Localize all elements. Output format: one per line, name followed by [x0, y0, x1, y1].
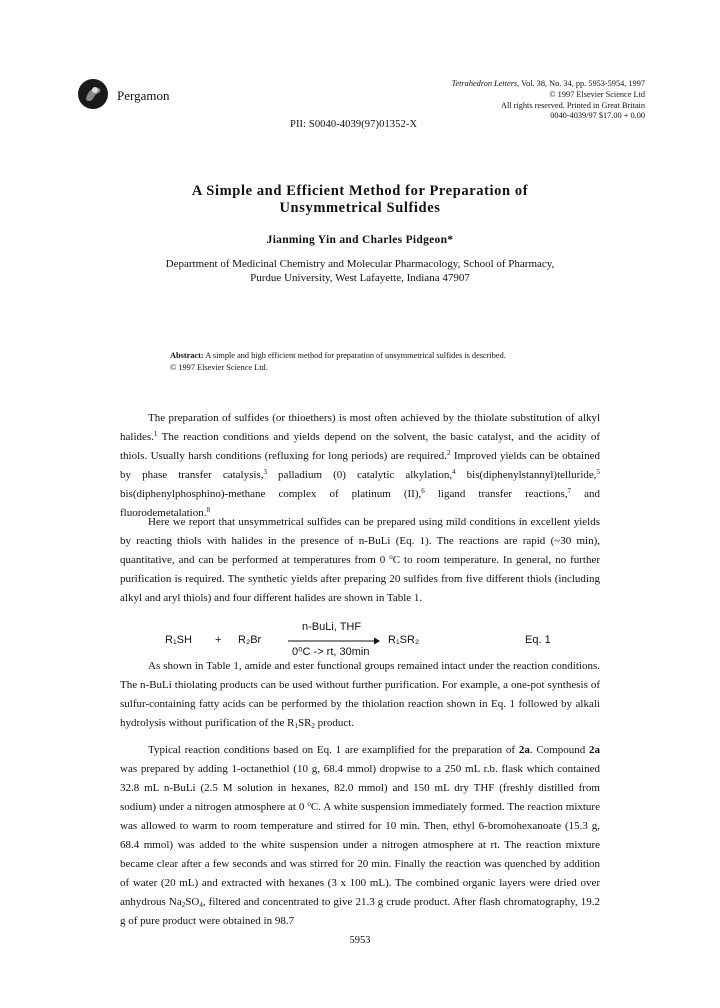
paragraph-table: As shown in Table 1, amide and ester functional groups remained intact under the reaction conditions. The n-BuLi thiolating products can be used without further purification. For example, a one-pot synthesis of sulfur-containing fatty acids can be performed by the thiolation reaction shown in Eq. 1 followed by alkali hydrolysis without purification of the $R_1SR_2$ product.	[120, 660, 600, 730]
equation-plus: +	[215, 634, 222, 646]
title-line-1: A Simple and Efficient Method for Preparation of	[191, 183, 529, 199]
journal-info	[452, 79, 645, 122]
page-number: 5953	[349, 935, 371, 946]
abstract	[170, 350, 600, 373]
pii: PII: S0040-4039(97)01352-X	[290, 119, 418, 130]
equation-conditions: 0⁰C -> rt, 30min	[292, 646, 370, 658]
product-sulfide: R₁SR₂	[388, 634, 420, 646]
journal-rights: All rights reserved. Printed in Great Britain	[500, 100, 645, 110]
title-line-2: Unsymmetrical Sulfides	[279, 200, 441, 216]
paragraph-intro: The preparation of sulfides (or thioethers) is most often achieved by the thiolate substitution of alkyl halides.$^1$ The reaction conditions and yields depend on the solvent, the basic catalyst, and the acidity of thiols. Usually harsh conditions (refluxing for long periods) are required.$^2$ Improved yields can be obtained by phase transfer catalysis,$^3$ palladium (0) catalytic alkylation,$^4$ bis(diphenylstannyl)telluride,$^5$ bis(diphenylphosphino)-methane complex of platinum (II),$^6$ ligand transfer reactions,$^7$ and fluorodemetalation.$^8$	[120, 412, 601, 519]
paper-title	[0, 183, 720, 217]
equation-1	[120, 622, 600, 660]
paragraph-procedure: Typical reaction conditions based on Eq. 1 are examplified for the preparation of 2a. Compound 2a was prepared by adding 1-octanethiol (10 g, 68.4 mmol) dropwise to a 250 mL r.b. flask which contained 32.8 mL n-BuLi (2.5 M solution in hexanes, 82.0 mmol) and 150 mL dry THF (freshly distilled from sodium) under a nitrogen atmosphere at 0 $^o$C. A white suspension immediately formed. The reaction mixture was allowed to warm to room temperature and stirred for 10 min. Then, ethyl 6-bromohexanoate (15.3 g, 68.4 mmol) was added to the white suspension under a nitrogen atmosphere at rt. The reaction mixture became clear after a few seconds and was stirred for 20 min. Finally the reaction was quenched by addition of water (20 mL) and extracted with hexanes (3 x 100 mL). The combined organic layers were dried over anhydrous $Na_2SO_4$, filtered and concentrated to give 21.3 g crude product. After flash chromatography, 19.2 g of pure product were obtained in 98.7	[120, 744, 600, 927]
paragraph-report: Here we report that unsymmetrical sulfides can be prepared using mild conditions in excellent yields by reacting thiols with halides in the presence of n-BuLi (Eq. 1). The reactions are rapid (~30 min), quantitative, and can be performed at temperatures from 0 $^o$C to room temperature. In general, no further purification is required. The synthetic yields after preparing 20 sulfides from five different thiols (including alkyl and aryl thiols) and four different halides are shown in Table 1.	[120, 516, 600, 604]
affiliation	[0, 258, 720, 285]
reactant-halide: R₂Br	[238, 634, 262, 646]
abstract-text: A simple and high efficient method for preparation of unsymmetrical sulfides is described.	[203, 351, 506, 360]
affiliation-line-2: Purdue University, West Lafayette, Indiana 47907	[250, 271, 470, 284]
publisher-logo	[78, 79, 108, 109]
journal-volume: , Vol. 38, No. 34, pp. 5953-5954, 1997	[517, 79, 645, 88]
abstract-label: Abstract:	[170, 351, 204, 360]
equation-reagent: n-BuLi, THF	[302, 621, 362, 633]
authors: Jianming Yin and Charles Pidgeon*	[266, 234, 454, 246]
publisher-name: Pergamon	[117, 88, 170, 103]
reactant-thiol: R₁SH	[165, 634, 192, 646]
equation-label: Eq. 1	[525, 634, 551, 646]
affiliation-line-1: Department of Medicinal Chemistry and Molecular Pharmacology, School of Pharmacy,	[165, 258, 555, 270]
journal-price: 0040-4039/97 $17.00 + 0.00	[550, 111, 645, 121]
journal-name: Tetrahedron Letters	[451, 79, 518, 88]
journal-copyright: © 1997 Elsevier Science Ltd	[549, 89, 645, 99]
abstract-copyright: © 1997 Elsevier Science Ltd.	[170, 362, 268, 372]
